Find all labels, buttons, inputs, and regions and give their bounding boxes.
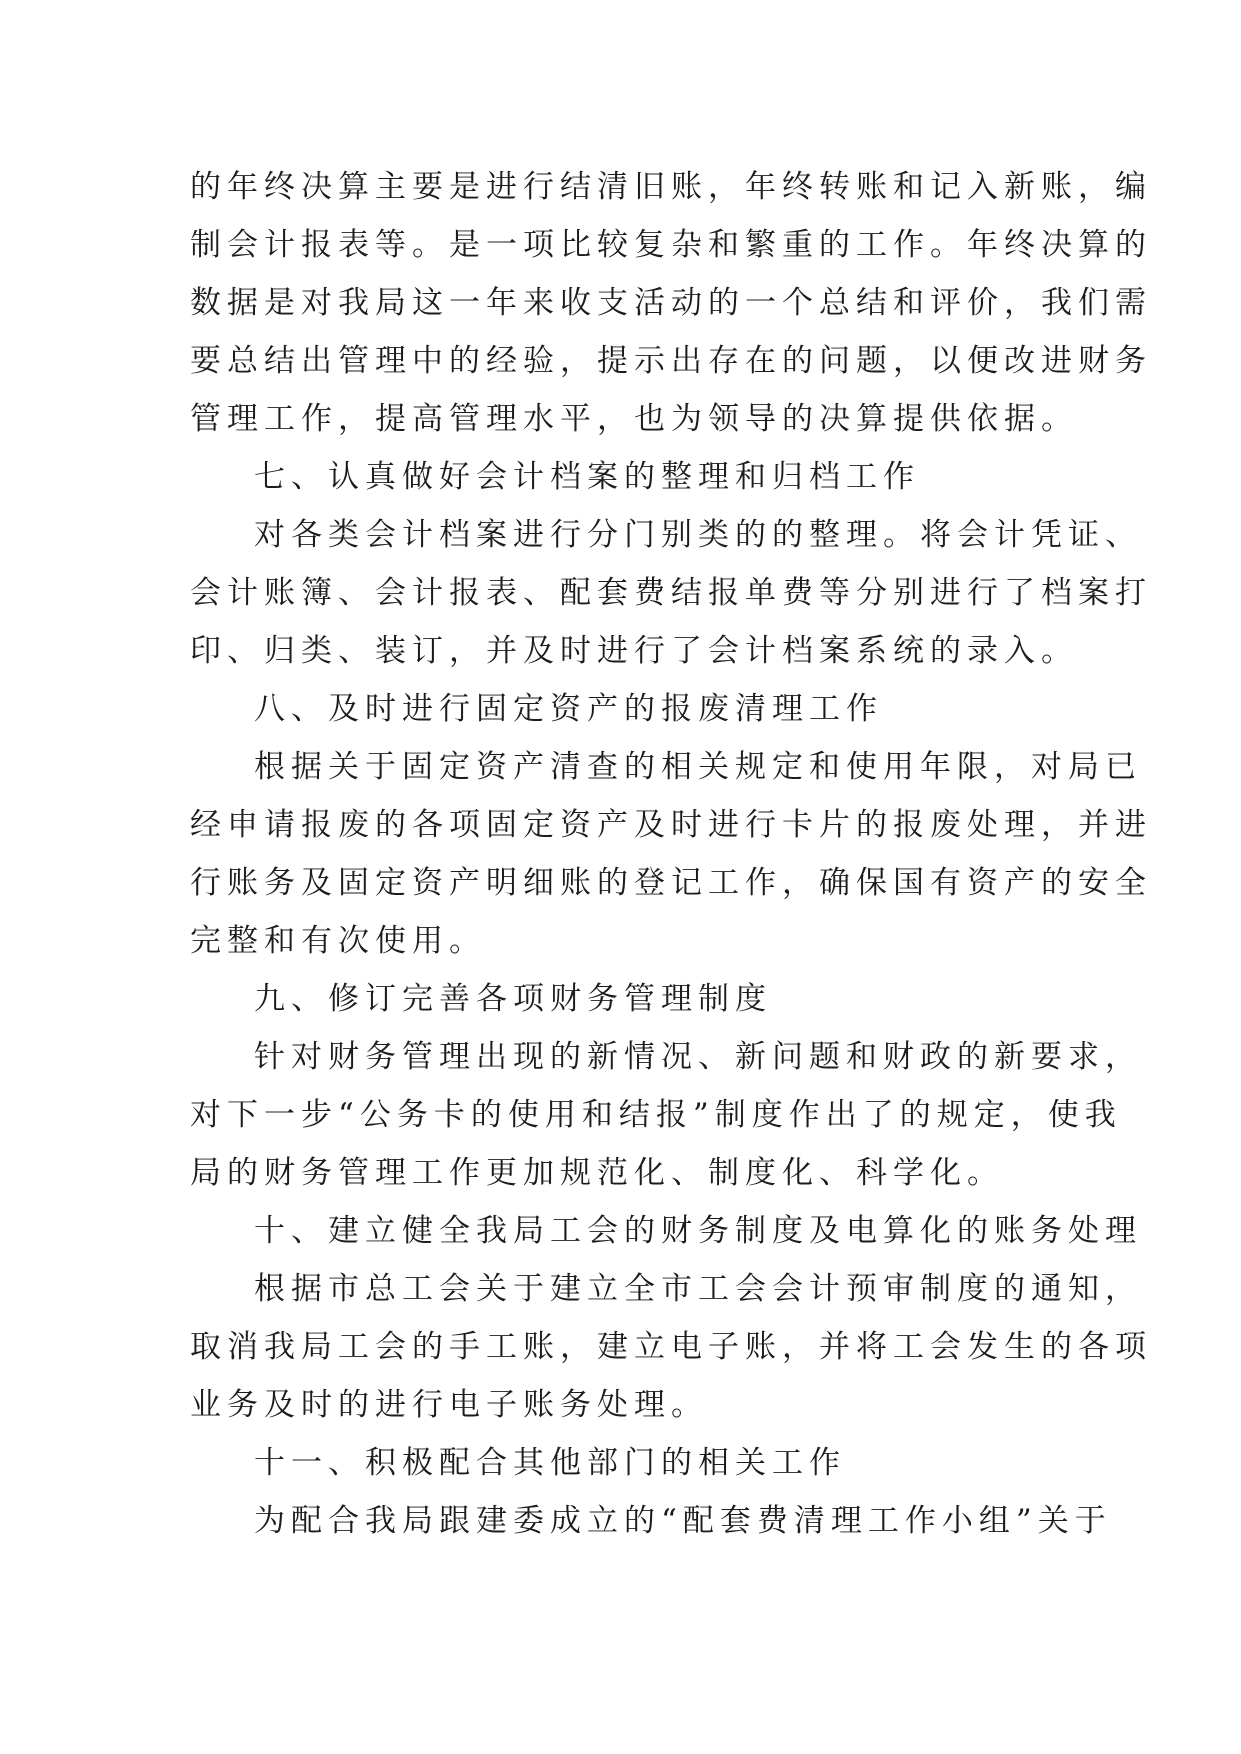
paragraph-line: 印、归类、装订，并及时进行了会计档案系统的录入。 bbox=[190, 633, 1078, 669]
paragraph-line-indented: 根据市总工会关于建立全市工会会计预审制度的通知， bbox=[254, 1271, 1142, 1307]
paragraph-line: 数据是对我局这一年来收支活动的一个总结和评价，我们需 bbox=[190, 285, 1152, 321]
paragraph-line-indented: 八、及时进行固定资产的报废清理工作 bbox=[254, 691, 883, 727]
paragraph-line: 业务及时的进行电子账务处理。 bbox=[190, 1387, 708, 1423]
paragraph-line-indented: 七、认真做好会计档案的整理和归档工作 bbox=[254, 459, 920, 495]
paragraph-line: 行账务及固定资产明细账的登记工作，确保国有资产的安全 bbox=[190, 865, 1152, 901]
paragraph-line-indented: 对各类会计档案进行分门别类的的整理。将会计凭证、 bbox=[254, 517, 1142, 553]
paragraph-line: 经申请报废的各项固定资产及时进行卡片的报废处理，并进 bbox=[190, 807, 1152, 843]
paragraph-line-indented: 十、建立健全我局工会的财务制度及电算化的账务处理 bbox=[254, 1213, 1142, 1249]
paragraph-line: 局的财务管理工作更加规范化、制度化、科学化。 bbox=[190, 1155, 1004, 1191]
paragraph-line-indented: 针对财务管理出现的新情况、新问题和财政的新要求， bbox=[254, 1039, 1142, 1075]
paragraph-line: 对下一步“公务卡的使用和结报”制度作出了的规定，使我 bbox=[190, 1097, 1122, 1133]
paragraph-line: 要总结出管理中的经验，提示出存在的问题，以便改进财务 bbox=[190, 343, 1152, 379]
document-body bbox=[190, 158, 1152, 1550]
paragraph-line: 管理工作，提高管理水平，也为领导的决算提供依据。 bbox=[190, 401, 1078, 437]
paragraph-line: 会计账簿、会计报表、配套费结报单费等分别进行了档案打 bbox=[190, 575, 1152, 611]
paragraph-line: 的年终决算主要是进行结清旧账，年终转账和记入新账，编 bbox=[190, 169, 1152, 205]
paragraph-line: 完整和有次使用。 bbox=[190, 923, 486, 959]
paragraph-line-indented: 十一、积极配合其他部门的相关工作 bbox=[254, 1445, 846, 1481]
paragraph-line-indented: 九、修订完善各项财务管理制度 bbox=[254, 981, 772, 1017]
paragraph-line: 制会计报表等。是一项比较复杂和繁重的工作。年终决算的 bbox=[190, 227, 1152, 263]
paragraph-line-indented: 根据关于固定资产清查的相关规定和使用年限，对局已 bbox=[254, 749, 1142, 785]
paragraph-line-indented: 为配合我局跟建委成立的“配套费清理工作小组”关于 bbox=[254, 1503, 1112, 1539]
paragraph-line: 取消我局工会的手工账，建立电子账，并将工会发生的各项 bbox=[190, 1329, 1152, 1365]
